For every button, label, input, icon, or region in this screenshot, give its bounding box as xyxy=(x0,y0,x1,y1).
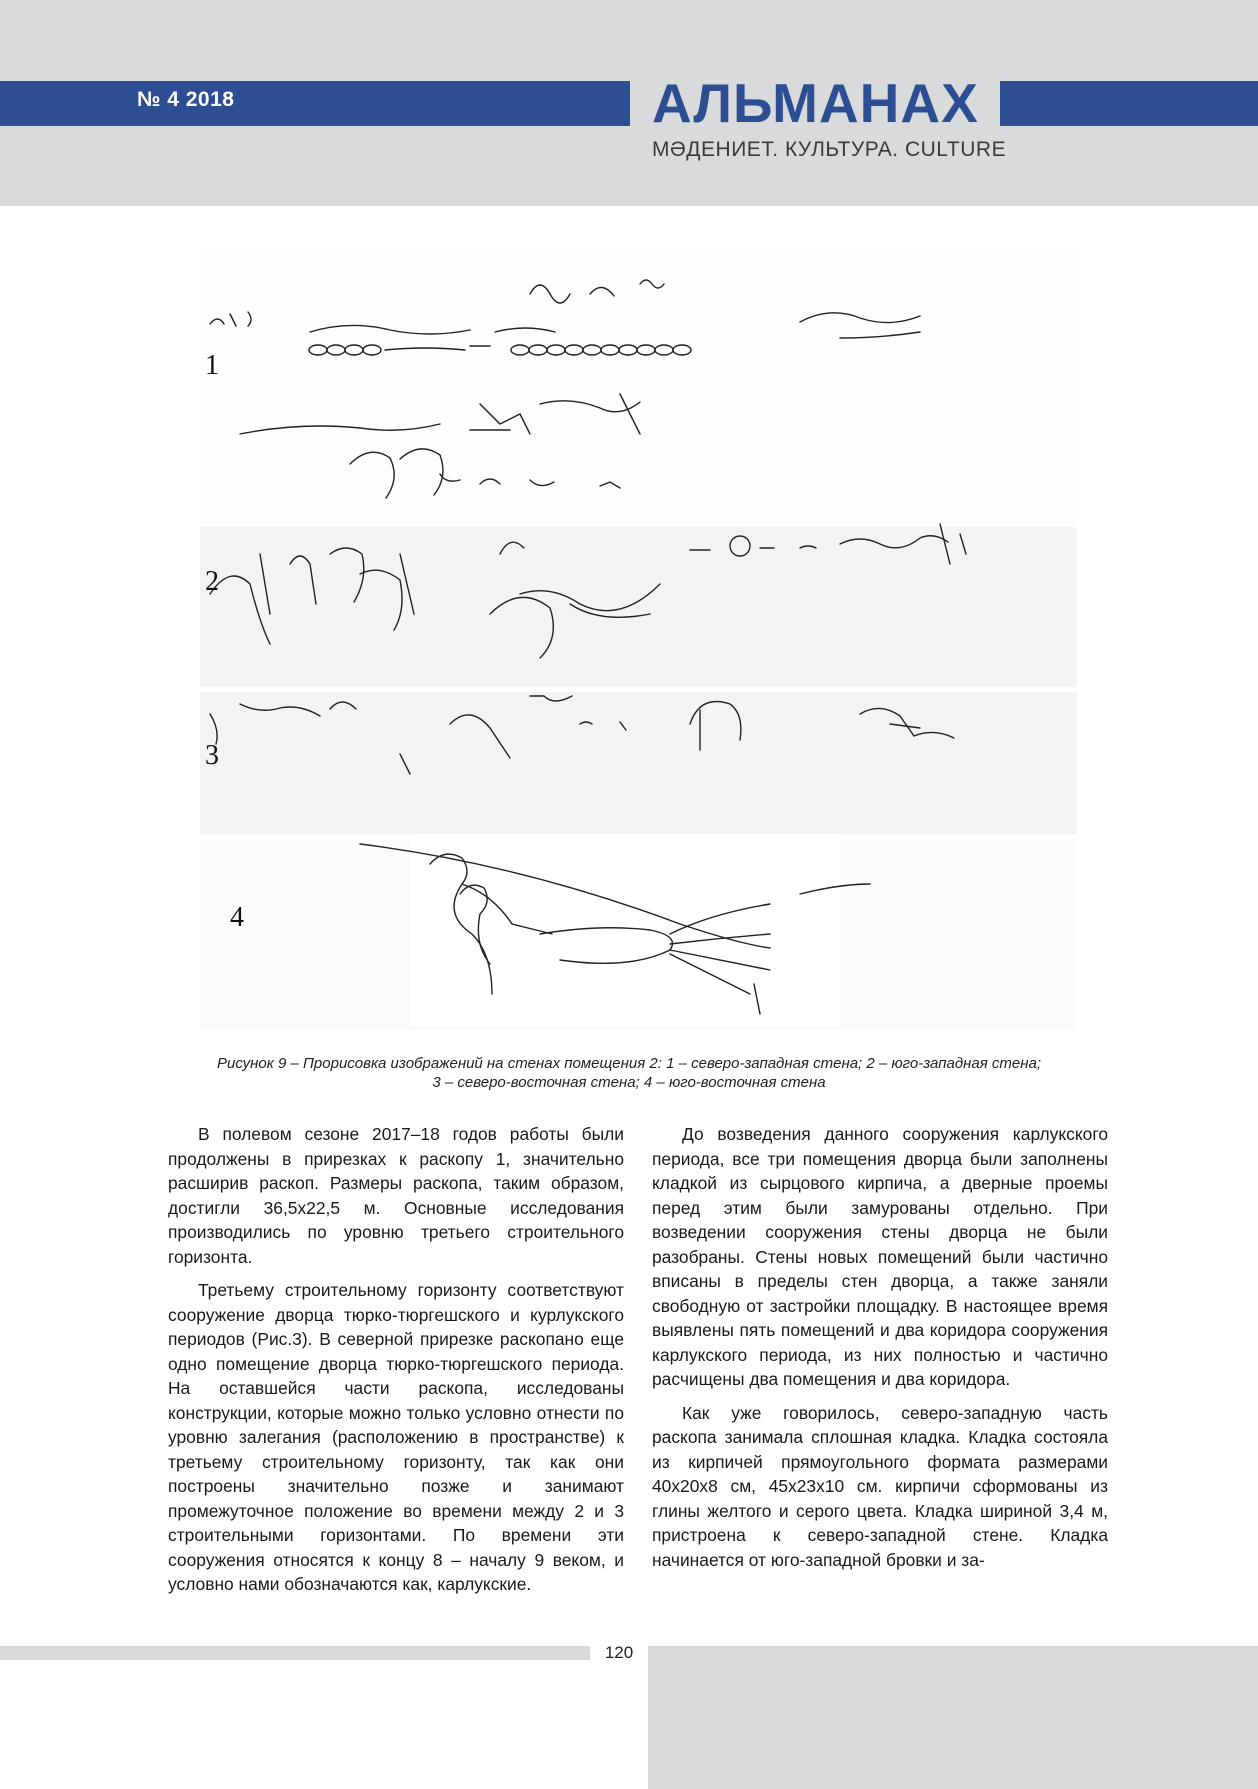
journal-subtitle: МӘДЕНИЕТ. КУЛЬТУРА. CULTURE xyxy=(652,138,1007,161)
issue-number: № 4 2018 xyxy=(137,88,235,111)
text-column-left xyxy=(168,1122,624,1606)
wall-sketch-drawing xyxy=(200,254,1077,1030)
caption-line-1: Рисунок 9 – Прорисовка изображений на стенах помещения 2: 1 – северо-западная стена; 2 – юго-западная стена; xyxy=(217,1055,1041,1072)
paragraph: В полевом сезоне 2017–18 годов работы были продолжены в прирезках к раскопу 1, значительно расширив раскоп. Размеры раскопа, таким образом, достигли 36,5х22,5 м. Основные исследования производились по уровню третьего строительного горизонта. xyxy=(168,1124,624,1267)
footer-line xyxy=(0,1646,590,1660)
panel-label-2: 2 xyxy=(205,566,219,597)
paragraph: Как уже говорилось, северо-западную часть раскопа занимала сплошная кладка. Кладка состояла из кирпичей прямоугольного формата размерами 40х20х8 см, 45х23х10 см. кирпичи сформованы из глины желтого и серого цвета. Кладка шириной 3,4 м, пристроена к северо-западной стене. Кладка начинается от юго-западной бровки и за- xyxy=(652,1402,1108,1570)
panel-label-3: 3 xyxy=(205,740,219,771)
footer-block xyxy=(648,1646,1258,1789)
paragraph: До возведения данного сооружения карлукского периода, все три помещения дворца были заполнены кладкой из сырцового кирпича, а дверные проемы перед этим были замурованы отдельно. При возведении сооружения стены дворца не были разобраны. Стены новых помещений были частично вписаны в пределы стен дворца, а также заняли свободную от застройки площадку. В настоящее время выявлены пять помещений и два коридора сооружения карлукского периода, из них полностью и частично расчищены два помещения и два коридора. xyxy=(652,1124,1108,1389)
journal-title: АЛЬМАНАХ xyxy=(652,72,979,134)
panel-label-1: 1 xyxy=(205,350,219,381)
page-number: 120 xyxy=(604,1643,634,1662)
header-bar-right xyxy=(1000,81,1258,126)
caption-line-2: 3 – северо-восточная стена; 4 – юго-восточная стена xyxy=(432,1074,826,1091)
panel-label-4: 4 xyxy=(230,902,244,933)
text-column-right xyxy=(652,1122,1108,1581)
paragraph: Третьему строительному горизонту соответствуют сооружение дворца тюрко-тюргешского и курлукского периодов (Рис.3). В северной прирезке раскопано еще одно помещение дворца тюрко-тюргешского периода. На оставшейся части раскопа, исследованы конструкции, которые можно только условно отнести по уровню залегания (расположению в пространстве) к третьему строительному горизонту, так как они построены значительно позже и занимают промежуточное положение во времени между 2 и 3 строительными горизонтами. По времени эти сооружения относятся к концу 8 – началу 9 веком, и условно нами обозначаются как, карлукские. xyxy=(168,1280,624,1594)
figure-wall-drawings xyxy=(200,254,1077,1030)
header-bar-left xyxy=(0,81,630,126)
figure-caption xyxy=(140,1054,1118,1092)
